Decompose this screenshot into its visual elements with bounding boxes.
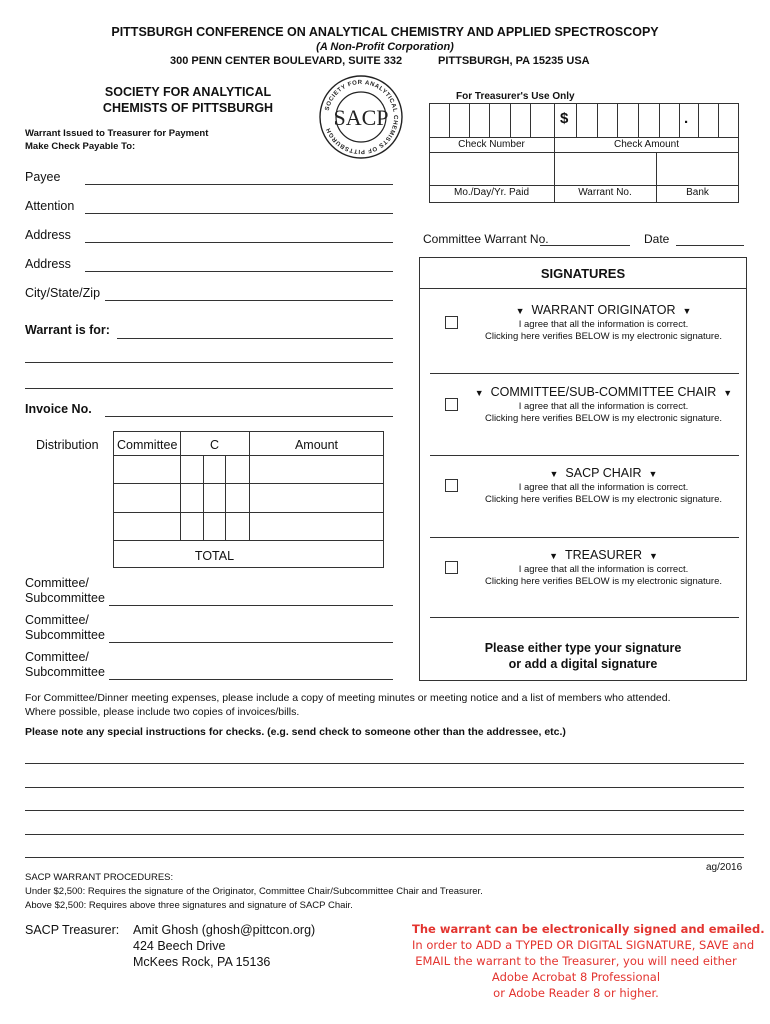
warrant-no-label: Warrant No. [578,187,632,198]
procedure-under: Under $2,500: Requires the signature of the Originator, Committee Chair/Subcommittee Chair and Treasurer. [25,886,483,897]
chevron-down-icon: ▼ [549,551,558,561]
treasurer-name: Amit Ghosh (ghosh@pittcon.org) [133,923,316,937]
subcommittee-3-label-line2: Subcommittee [25,665,105,679]
committee-chair-signature-line[interactable] [430,455,739,456]
warrant-issued-label: Warrant Issued to Treasurer for Payment [25,128,209,139]
warrant-for-field-2[interactable] [25,362,393,363]
originator-verify-text: Clicking here verifies BELOW is my electronic signature. [484,331,723,342]
society-name-line1: SOCIETY FOR ANALYTICAL [104,85,272,99]
make-check-label: Make Check Payable To: [25,141,136,152]
dist-row-1-amount[interactable] [250,456,383,482]
treasurer-signature-line[interactable] [430,617,739,618]
chevron-down-icon: ▼ [723,388,733,398]
special-instructions-label: Please note any special instructions for checks. (e.g. send check to someone other than the addressee, etc.) [25,726,566,738]
committee-warrant-field[interactable] [540,245,630,246]
procedures-title: SACP WARRANT PROCEDURES: [25,872,174,883]
treasurer-label: SACP Treasurer: [25,923,120,937]
dist-row-2-committee[interactable] [114,484,179,511]
special-instructions-line-2[interactable] [25,787,744,788]
subcommittee-2-label-line2: Subcommittee [25,628,105,642]
chevron-down-icon: ▼ [648,469,658,479]
sacp-chair-verify-checkbox[interactable] [445,479,458,492]
check-amount-label: Check Amount [613,139,680,150]
warrant-for-field-1[interactable] [117,338,393,339]
sacp-chair-signature-line[interactable] [430,537,739,538]
treasurer-verify-checkbox[interactable] [445,561,458,574]
signature-instruction-line1: Please either type your signature [484,641,682,655]
sacp-logo [318,74,404,160]
bank-label: Bank [686,187,709,198]
role-committee-chair[interactable]: ▼ COMMITTEE/SUB-COMMITTEE CHAIR ▼ [474,385,733,399]
payee-label: Payee [25,170,61,184]
red-notice-line4: or Adobe Reader 8 or higher. [493,986,659,1000]
address-field-2[interactable] [85,271,393,272]
attention-field[interactable] [85,213,393,214]
subcommittee-3-field[interactable] [109,679,393,680]
distribution-label: Distribution [36,438,99,452]
role-warrant-originator[interactable]: ▼ WARRANT ORIGINATOR ▼ [515,303,692,317]
sacp-chair-verify-text: Clicking here verifies BELOW is my electronic signature. [484,494,723,505]
date-label: Date [644,232,670,246]
chevron-down-icon: ▼ [515,306,525,316]
role-sacp-chair[interactable]: ▼ SACP CHAIR ▼ [549,466,658,480]
header-city: PITTSBURGH, PA 15235 USA [438,55,590,67]
sacp-chair-agree-text: I agree that all the information is correct. [518,482,689,493]
role-treasurer[interactable]: ▼ TREASURER ▼ [549,548,658,562]
special-instructions-line-5[interactable] [25,857,744,858]
chevron-down-icon: ▼ [474,388,484,398]
header-address: 300 PENN CENTER BOULEVARD, SUITE 332 [170,55,403,67]
signature-instruction-line2: or add a digital signature [508,657,658,671]
address-field-1[interactable] [85,242,393,243]
red-notice-title: The warrant can be electronically signed and emailed. [412,922,765,936]
warrant-for-label: Warrant is for: [25,323,110,337]
subcommittee-2-field[interactable] [109,642,393,643]
treasurer-agree-text: I agree that all the information is correct. [518,564,689,575]
committee-chair-verify-text: Clicking here verifies BELOW is my electronic signature. [484,413,723,424]
address-label-1: Address [25,228,71,242]
subcommittee-1-label-line2: Subcommittee [25,591,105,605]
city-state-zip-field[interactable] [105,300,393,301]
warrant-for-field-3[interactable] [25,388,393,389]
dinner-note-line1: For Committee/Dinner meeting expenses, please include a copy of meeting minutes or meeting notice and a list of members who attended. [25,692,671,704]
attention-label: Attention [25,199,75,213]
date-paid-label: Mo./Day/Yr. Paid [453,187,530,198]
invoice-no-label: Invoice No. [25,402,92,416]
society-name-line2: CHEMISTS OF PITTSBURGH [102,101,274,115]
special-instructions-line-4[interactable] [25,834,744,835]
chevron-down-icon: ▼ [649,551,658,561]
total-label: TOTAL [194,549,235,563]
logo-initials: SACP [333,105,389,130]
red-notice-line3: Adobe Acrobat 8 Professional [491,970,661,984]
chevron-down-icon: ▼ [682,306,692,316]
treasurer-verify-text: Clicking here verifies BELOW is my electronic signature. [484,576,723,587]
dist-row-2-amount[interactable] [250,484,383,511]
committee-chair-verify-checkbox[interactable] [445,398,458,411]
dollar-sign: $ [560,110,569,127]
dinner-note-line2: Where possible, please include two copies of invoices/bills. [25,706,300,718]
col-committee-header: Committee [117,438,178,452]
committee-warrant-label: Committee Warrant No. [423,232,549,246]
decimal-point: . [684,110,689,127]
date-field[interactable] [676,245,744,246]
committee-chair-agree-text: I agree that all the information is correct. [518,401,689,412]
signatures-heading: SIGNATURES [540,266,626,281]
subcommittee-1-label-line1: Committee/ [25,576,89,590]
address-label-2: Address [25,257,71,271]
check-number-label: Check Number [458,139,525,150]
form-title: PITTSBURGH CONFERENCE ON ANALYTICAL CHEMISTRY AND APPLIED SPECTROSCOPY [111,25,659,39]
col-amount-header: Amount [294,438,339,452]
form-subtitle: (A Non-Profit Corporation) [316,41,454,53]
subcommittee-2-label-line1: Committee/ [25,613,89,627]
originator-agree-text: I agree that all the information is correct. [518,319,689,330]
payee-field[interactable] [85,184,393,185]
originator-signature-line[interactable] [430,373,739,374]
red-notice-line2: EMAIL the warrant to the Treasurer, you will need either [415,954,737,968]
treasurer-street: 424 Beech Drive [133,939,226,953]
invoice-no-field[interactable] [105,416,393,417]
form-version: ag/2016 [706,862,743,873]
special-instructions-line-1[interactable] [25,763,744,764]
special-instructions-line-3[interactable] [25,810,744,811]
subcommittee-3-label-line1: Committee/ [25,650,89,664]
dist-row-3-committee[interactable] [114,513,179,539]
treasurer-use-heading: For Treasurer's Use Only [456,91,575,102]
chevron-down-icon: ▼ [549,469,559,479]
logo-ring-text: SOCIETY FOR ANALYTICAL CHEMISTS OF PITTSBURGH [324,79,399,155]
city-state-zip-label: City/State/Zip [25,286,101,300]
subcommittee-1-field[interactable] [109,605,393,606]
dist-row-3-amount[interactable] [250,513,383,539]
red-notice-line1: In order to ADD a TYPED OR DIGITAL SIGNATURE, SAVE and [412,938,755,952]
treasurer-city: McKees Rock, PA 15136 [133,955,271,969]
procedure-above: Above $2,500: Requires above three signatures and signature of SACP Chair. [25,900,353,911]
total-amount-field[interactable] [250,541,383,567]
col-c-header: C [209,438,220,452]
originator-verify-checkbox[interactable] [445,316,458,329]
dist-row-1-committee[interactable] [114,456,179,482]
